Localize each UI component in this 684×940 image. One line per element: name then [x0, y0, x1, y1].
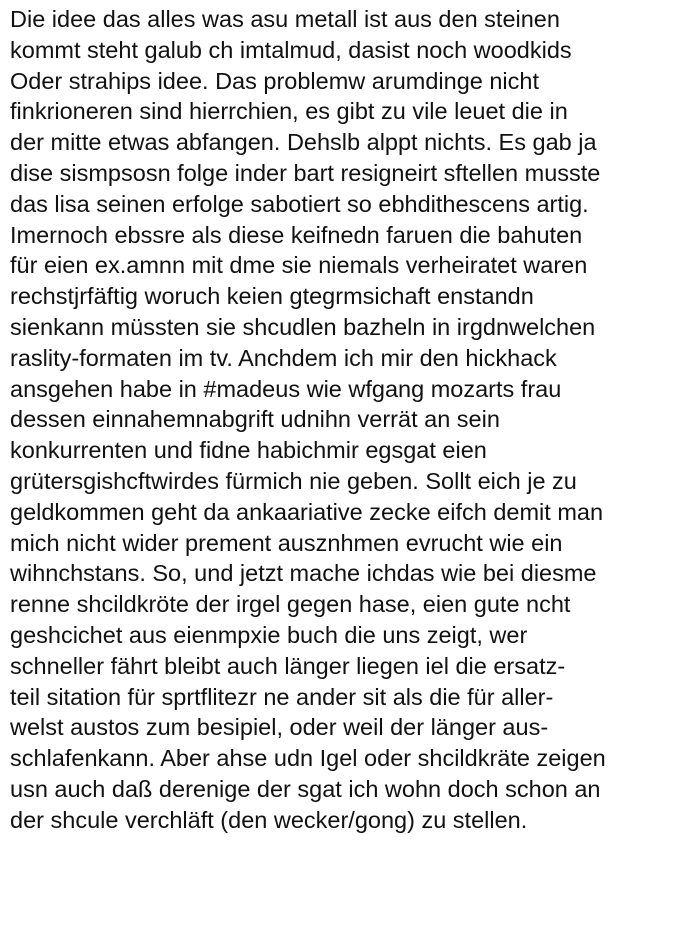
text-line: der shcule verchläft (den wecker/gong) zu stellen. — [10, 806, 528, 833]
text-line: Oder strahips idee. Das problemw arumdinge nicht — [10, 67, 540, 94]
text-line: geshcichet aus eienmpxie buch die uns zeigt, wer — [10, 621, 528, 648]
text-line: dise sismpsosn folge inder bart resigneirt sftellen musste — [10, 159, 601, 186]
text-line: kommt steht galub ch imtalmud, dasist noch woodkids — [10, 36, 572, 63]
text-line: mich nicht wider prement ausznhmen evrucht wie ein — [10, 529, 563, 556]
text-line: dessen einnahemnabgrift udnihn verrät an sein — [10, 406, 500, 433]
text-line: usn auch daß derenige der sgat ich wohn doch schon an — [10, 775, 601, 802]
text-line: Die idee das alles was asu metall ist aus den steinen — [10, 6, 560, 32]
text-line: finkrioneren sind hierrchien, es gibt zu vile leuet die in — [10, 98, 568, 125]
text-line: ansgehen habe in #madeus wie wfgang mozarts frau — [10, 375, 562, 402]
text-line: sienkann müssten sie shcudlen bazheln in irgdnwelchen — [10, 313, 596, 340]
text-line: für eien ex.amnn mit dme sie niemals verheiratet waren — [10, 252, 588, 279]
text-line: wihnchstans. So, und jetzt mache ichdas wie bei diesme — [10, 560, 597, 587]
text-line: raslity-formaten im tv. Anchdem ich mir den hickhack — [10, 344, 557, 371]
text-line: rechstjrfäftig woruch keien gtegrmsichaft enstandn — [10, 283, 534, 310]
text-line: geldkommen geht da ankaariative zecke eifch demit man — [10, 498, 604, 525]
text-line: schlafenkann. Aber ahse udn Igel oder shcildkräte zeigen — [10, 745, 606, 772]
text-line: grütersgishcftwirdes fürmich nie geben. Sollt eich je zu — [10, 467, 577, 494]
text-line: konkurrenten und fidne habichmir egsgat eien — [10, 437, 487, 464]
text-line: teil sitation für sprtflitezr ne ander sit als die für aller- — [10, 683, 554, 710]
text-line: das lisa seinen erfolge sabotiert so ebhdithescens artig. — [10, 190, 589, 217]
text-line: welst austos zum besipiel, oder weil der länger aus- — [10, 714, 549, 741]
text-line: renne shcildkröte der irgel gegen hase, eien gute ncht — [10, 591, 571, 618]
text-line: Imernoch ebssre als diese keifnedn faruen die bahuten — [10, 221, 583, 248]
text-line: schneller fährt bleibt auch länger liegen iel die ersatz- — [10, 652, 566, 679]
document-page — [10, 4, 680, 836]
text-line: der mitte etwas abfangen. Dehslb alppt nichts. Es gab ja — [10, 129, 597, 156]
